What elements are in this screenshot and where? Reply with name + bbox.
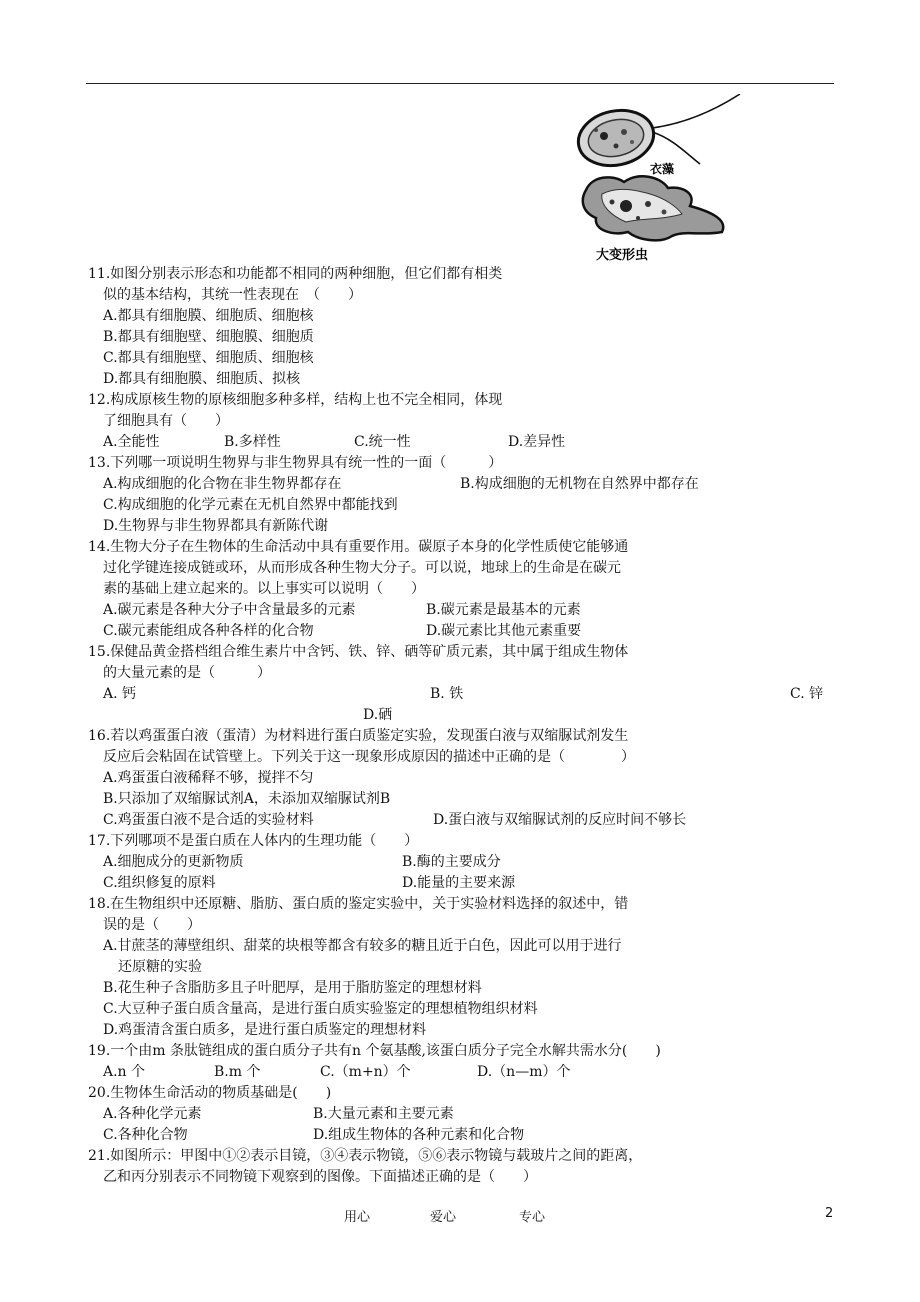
option-b: B.只添加了双缩脲试剂A，未添加双缩脲试剂B: [103, 791, 391, 807]
question-stem-cont: 乙和丙分别表示不同物镜下观察到的图像。下面描述正确的是（ ）: [103, 1169, 537, 1185]
options-row: [88, 474, 848, 495]
option-a: A.各种化学元素: [103, 1106, 202, 1122]
question-stem: 21.如图所示：甲图中①②表示目镜，③④表示物镜，⑤⑥表示物镜与载玻片之间的距离，: [88, 1148, 643, 1164]
options-row: [88, 600, 848, 621]
option-a: A. 钙: [103, 686, 137, 702]
option-b: B.大量元素和主要元素: [313, 1106, 454, 1122]
option-b: B. 铁: [430, 686, 464, 702]
option-b: B.多样性: [224, 434, 281, 450]
question-18: [88, 894, 848, 1041]
options-row: [88, 873, 848, 894]
option-d: D.硒: [363, 707, 393, 723]
option-b: B.构成细胞的无机物在自然界中都存在: [460, 476, 699, 492]
option-a: A.鸡蛋蛋白液稀释不够，搅拌不匀: [103, 770, 314, 786]
question-17: [88, 831, 848, 894]
question-stem: 20.生物体生命活动的物质基础是( ): [88, 1085, 332, 1101]
question-stem: 15.保健品黄金搭档组合维生素片中含钙、铁、锌、硒等矿质元素，其中属于组成生物体: [88, 644, 629, 660]
question-stem: 14.生物大分子在生物体的生命活动中具有重要作用。碳原子本身的化学性质使它能够通: [88, 539, 629, 555]
option-d: D.蛋白液与双缩脲试剂的反应时间不够长: [433, 812, 687, 828]
option-c: C.各种化合物: [103, 1127, 188, 1143]
options-row: [88, 810, 848, 831]
option-d: D.（n—m）个: [477, 1064, 571, 1080]
header-rule: [86, 83, 834, 84]
options-row: [88, 1062, 848, 1083]
option-c: C.构成细胞的化学元素在无机自然界中都能找到: [103, 497, 398, 513]
question-stem-cont: 过化学键连接成链或环，从而形成各种生物大分子。可以说，地球上的生命是在碳元: [103, 560, 621, 576]
options-row: [88, 684, 848, 705]
option-c: C.大豆种子蛋白质含量高，是进行蛋白质实验鉴定的理想植物组织材料: [103, 1001, 538, 1017]
question-21: [88, 1146, 848, 1188]
option-b: B.酶的主要成分: [402, 854, 501, 870]
question-stem-cont: 反应后会粘固在试管壁上。下列关于这一现象形成原因的描述中正确的是（ ）: [103, 749, 635, 765]
question-16: [88, 726, 848, 831]
question-stem: 18.在生物组织中还原糖、脂肪、蛋白质的鉴定实验中，关于实验材料选择的叙述中，错: [88, 896, 629, 912]
option-a: A.都具有细胞膜、细胞质、细胞核: [103, 308, 314, 324]
option-b: B.花生种子含脂肪多且子叶肥厚，是用于脂肪鉴定的理想材料: [103, 980, 482, 996]
option-c: C.碳元素能组成各种各样的化合物: [103, 623, 314, 639]
option-d: D.都具有细胞膜、细胞质、拟核: [103, 371, 301, 387]
option-a-cont: 还原糖的实验: [118, 959, 202, 975]
options-row: [88, 705, 848, 726]
page-number: 2: [825, 1206, 834, 1221]
options-row: [88, 1104, 848, 1125]
cell-figures: [572, 94, 772, 264]
footer-text-2: 爱心: [430, 1210, 457, 1225]
question-11: [88, 264, 848, 390]
question-stem-cont: 似的基本结构，其统一性表现在 （ ）: [103, 287, 362, 303]
option-c: C.统一性: [354, 434, 411, 450]
figure-label-chlamydomonas: 衣藻: [650, 162, 675, 176]
options-row: [88, 432, 848, 453]
option-a: A.碳元素是各种大分子中含量最多的元素: [103, 602, 356, 618]
figure-label-amoeba: 大变形虫: [596, 248, 649, 263]
question-stem-cont: 素的基础上建立起来的。以上事实可以说明（ ）: [103, 581, 425, 597]
footer-text-3: 专心: [519, 1210, 546, 1225]
question-stem: 13.下列哪一项说明生物界与非生物界具有统一性的一面（ ）: [88, 455, 503, 471]
cell-drawing: [572, 94, 772, 264]
question-stem-cont: 误的是（ ）: [103, 917, 201, 933]
question-14: [88, 537, 848, 642]
option-a: A.构成细胞的化合物在非生物界都存在: [103, 476, 342, 492]
option-c: C. 锌: [790, 686, 824, 702]
question-13: [88, 453, 848, 537]
option-b: B.碳元素是最基本的元素: [426, 602, 581, 618]
option-a: A.全能性: [103, 434, 160, 450]
options-row: [88, 852, 848, 873]
option-d: D.生物界与非生物界都具有新陈代谢: [103, 518, 329, 534]
footer-text-1: 用心: [344, 1210, 371, 1225]
option-c: C.都具有细胞壁、细胞质、细胞核: [103, 350, 314, 366]
option-a: A.n 个: [103, 1064, 146, 1080]
option-c: C.（m+n）个: [320, 1064, 411, 1080]
option-c: C.组织修复的原料: [103, 875, 216, 891]
option-a: A.甘蔗茎的薄壁组织、甜菜的块根等都含有较多的糖且近于白色，因此可以用于进行: [103, 938, 622, 954]
question-19: [88, 1041, 848, 1083]
question-stem: 11.如图分别表示形态和功能都不相同的两种细胞，但它们都有相类: [88, 266, 503, 282]
option-d: D.能量的主要来源: [402, 875, 516, 891]
option-d: D.碳元素比其他元素重要: [426, 623, 582, 639]
question-stem: 16.若以鸡蛋蛋白液（蛋清）为材料进行蛋白质鉴定实验，发现蛋白液与双缩脲试剂发生: [88, 728, 629, 744]
option-d: D.组成生物体的各种元素和化合物: [313, 1127, 525, 1143]
option-d: D.差异性: [508, 434, 566, 450]
question-12: [88, 390, 848, 453]
question-stem: 12.构成原核生物的原核细胞多种多样，结构上也不完全相同，体现: [88, 392, 503, 408]
question-15: [88, 642, 848, 726]
question-20: [88, 1083, 848, 1146]
option-a: A.细胞成分的更新物质: [103, 854, 244, 870]
option-b: B.m 个: [214, 1064, 261, 1080]
options-row: [88, 621, 848, 642]
question-stem: 17.下列哪项不是蛋白质在人体内的生理功能（ ）: [88, 833, 419, 849]
question-stem-cont: 的大量元素的是（ ）: [103, 665, 271, 681]
question-stem-cont: 了细胞具有（ ）: [103, 413, 229, 429]
option-c: C.鸡蛋蛋白液不是合适的实验材料: [103, 812, 314, 828]
option-d: D.鸡蛋清含蛋白质多，是进行蛋白质鉴定的理想材料: [103, 1022, 427, 1038]
question-stem: 19.一个由m 条肽链组成的蛋白质分子共有n 个氨基酸,该蛋白质分子完全水解共需水分( ): [88, 1043, 661, 1059]
option-b: B.都具有细胞壁、细胞膜、细胞质: [103, 329, 314, 345]
options-row: [88, 1125, 848, 1146]
